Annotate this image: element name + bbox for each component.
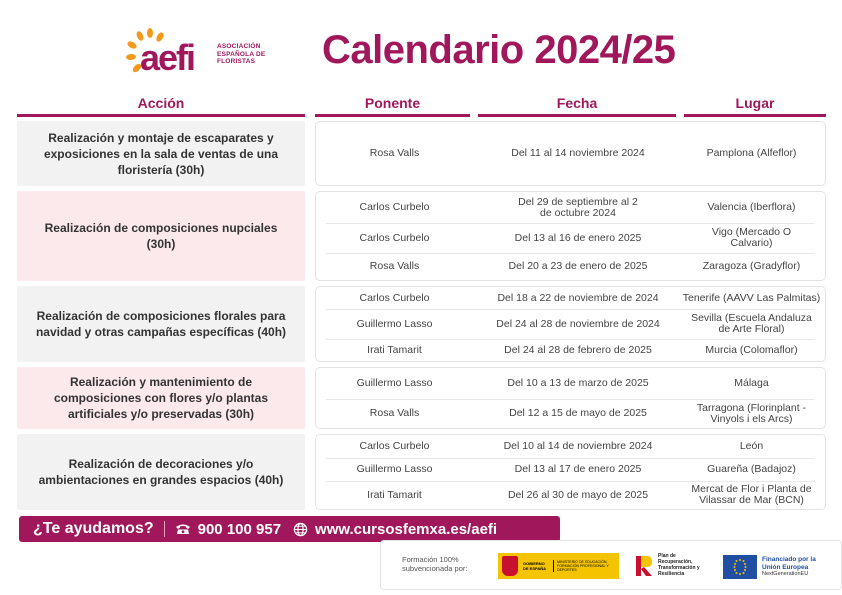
header-accion: Acción [17,95,305,117]
session-lugar: Sevilla (Escuela Andaluza de Arte Floral) [691,312,812,335]
session-lugar: Mercat de Flor i Planta de Vilassar de Mar (BCN) [691,483,812,506]
phone-number[interactable]: 900 100 957 [197,520,282,538]
session-lugar: León [739,440,764,452]
plan-recuperacion-text: Plan de Recuperación, Transformación y Resiliencia [658,553,700,577]
logo-subtitle-line: FLORISTAS [217,58,256,65]
logo-subtitle-line: ESPAÑOLA DE [217,50,266,58]
session-ponente: Guillermo Lasso [356,463,433,475]
session-lugar: Málaga [734,377,769,389]
eu-flag-icon [723,555,757,579]
session-row [316,399,825,428]
contact-question: ¿Te ayudamos? [33,520,154,537]
session-row [316,192,825,223]
session-fecha: Del 10 a 13 de marzo de 2025 [507,377,649,389]
session-ponente: Rosa Valls [369,260,420,272]
session-fecha: Del 20 a 23 de enero de 2025 [508,260,648,272]
session-row [316,287,825,309]
session-lugar: Guareña (Badajoz) [707,463,796,475]
session-row [316,122,825,185]
aefi-logo [126,28,276,80]
session-lugar: Vigo (Mercado O Calvario) [711,226,792,249]
eu-financiado-text: Financiado por la Unión Europea [762,556,816,571]
session-row [316,481,825,509]
gobierno-logo [498,553,619,579]
course-sessions [315,367,826,429]
course-sessions [315,434,826,510]
course-action: Realización y montaje de escaparates y exposiciones en la sala de ventas de una floristería (30h) [17,121,305,186]
course-action: Realización de composiciones nupciales (30h) [17,191,305,281]
session-lugar: Tenerife (AAVV Las Palmitas) [682,291,821,304]
session-ponente: Rosa Valls [369,407,420,419]
session-ponente: Irati Tamarit [367,343,422,356]
session-row [316,253,825,280]
eu-funding-logo [723,553,833,581]
session-row [316,368,825,399]
phone-icon [175,523,191,535]
session-lugar: Pamplona (Alfeflor) [706,147,797,159]
session-fecha: Del 10 al 14 de noviembre 2024 [503,440,653,452]
session-lugar: Valencia (Iberflora) [707,201,796,213]
svg-text:aefi: aefi [140,37,195,78]
header-ponente: Ponente [315,95,470,117]
session-fecha: Del 12 a 15 de mayo de 2025 [509,407,647,419]
session-row [316,309,825,339]
course-sessions [315,191,826,281]
contact-bar [19,516,560,542]
session-row [316,458,825,481]
session-fecha: Del 26 al 30 de mayo de 2025 [507,488,649,501]
session-ponente: Carlos Curbelo [359,201,430,213]
session-ponente: Guillermo Lasso [356,377,433,389]
session-lugar: Zaragoza (Gradyflor) [702,260,801,272]
course-action: Realización de decoraciones y/o ambientaciones en grandes espacios (40h) [17,434,305,510]
course-sessions [315,121,826,186]
session-row [316,339,825,361]
header-lugar: Lugar [684,95,826,117]
session-fecha: Del 24 al 28 de noviembre de 2024 [496,317,660,330]
ministerio-text: MINISTERIO DE EDUCACIÓN, FORMACIÓN PROFESIONAL Y DEPORTES [553,560,613,573]
session-ponente: Carlos Curbelo [359,291,430,304]
logo-subtitle-line: ASOCIACIÓN [217,43,261,50]
session-ponente: Guillermo Lasso [356,317,433,330]
divider [164,521,165,537]
session-fecha: Del 18 a 22 de noviembre de 2024 [497,291,659,304]
funding-label: Formación 100% subvencionada por: [402,555,468,573]
plan-recuperacion-mark-icon [634,554,654,578]
course-action: Realización de composiciones florales para navidad y otras campañas específicas (40h) [17,286,305,362]
plan-recuperacion-logo [634,553,714,579]
funding-box [380,540,842,590]
session-lugar: Tarragona (Florinplant - Vinyols i els Arcs) [696,401,807,425]
session-ponente: Irati Tamarit [367,488,422,501]
gobierno-text: GOBIERNO DE ESPAÑA [523,561,547,571]
session-row [316,223,825,253]
session-ponente: Carlos Curbelo [359,440,430,452]
session-fecha: Del 13 al 16 de enero 2025 [514,231,642,244]
session-lugar: Murcia (Colomaflor) [705,343,798,356]
page-title: Calendario 2024/25 [322,28,676,72]
course-sessions [315,286,826,362]
session-ponente: Carlos Curbelo [359,231,430,244]
header-fecha: Fecha [478,95,676,117]
spain-shield-icon [502,556,518,576]
session-ponente: Rosa Valls [369,147,420,159]
session-row [316,435,825,458]
eu-nextgen-text: NextGenerationEU [762,571,809,577]
aefi-flower-logo-icon [126,28,226,80]
session-fecha: Del 13 al 17 de enero 2025 [514,463,642,475]
website-link[interactable]: www.cursosfemxa.es/aefi [315,520,498,538]
session-fecha: Del 29 de septiembre al 2 de octubre 2024 [518,195,638,219]
course-action: Realización y mantenimiento de composiciones con flores y/o plantas artificiales y/o preservadas (30h) [17,367,305,429]
globe-icon [293,522,308,537]
session-fecha: Del 11 al 14 noviembre 2024 [511,147,645,159]
logo-subtitle [217,43,287,66]
session-fecha: Del 24 al 28 de febrero de 2025 [504,343,652,356]
